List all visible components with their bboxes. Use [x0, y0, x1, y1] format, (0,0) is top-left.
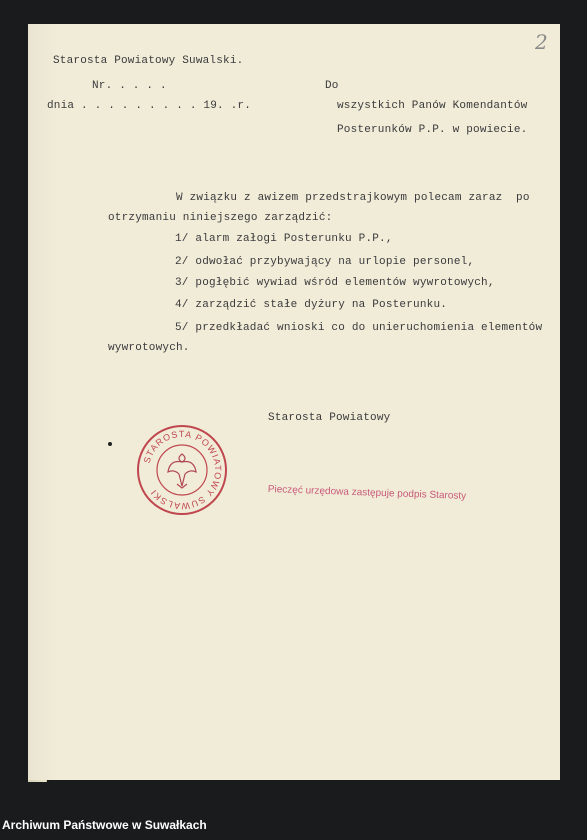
- document-number: Nr. . . . .: [92, 80, 167, 92]
- list-item: 3/ pogłębić wywiad wśród elementów wywrotowych,: [175, 277, 495, 289]
- recipients-line-2: Posterunków P.P. w powiecie.: [337, 124, 528, 136]
- body-intro-line-2: otrzymaniu niniejszego zarządzić:: [108, 212, 333, 224]
- list-item: 4/ zarządzić stałe dyżury na Posterunku.: [175, 299, 448, 311]
- signature-title: Starosta Powiatowy: [268, 412, 391, 424]
- official-stamp: [136, 424, 228, 516]
- ink-dot: [108, 442, 112, 446]
- list-item-continuation: wywrotowych.: [108, 342, 190, 354]
- body-intro-line-1: W związku z awizem przedstrajkowym polecam zaraz po: [176, 192, 530, 204]
- archive-name: Archiwum Państwowe w Suwałkach: [2, 818, 207, 832]
- list-item: 5/ przedkładać wnioski co do unieruchomienia elementów: [175, 322, 543, 334]
- recipients-line-1: wszystkich Panów Komendantów: [337, 100, 528, 112]
- eagle-emblem-icon: [168, 454, 196, 488]
- list-item: 1/ alarm załogi Posterunku P.P.,: [175, 233, 393, 245]
- document-page: [28, 24, 560, 780]
- document-date: dnia . . . . . . . . . 19. .r.: [47, 100, 252, 112]
- folio-number: 2: [535, 30, 548, 54]
- stamp-note: Pieczęć urzędowa zastępuje podpis Starosty: [267, 484, 467, 502]
- addressee-to: Do: [325, 80, 339, 92]
- archive-footer: [0, 812, 587, 840]
- svg-text:STAROSTA POWIATOWY SUWALSKI: [142, 429, 223, 511]
- office-name: Starosta Powiatowy Suwalski.: [53, 55, 244, 67]
- stamp-ring-text: STAROSTA POWIATOWY SUWALSKI: [141, 428, 224, 512]
- list-item: 2/ odwołać przybywający na urlopie personel,: [175, 256, 475, 268]
